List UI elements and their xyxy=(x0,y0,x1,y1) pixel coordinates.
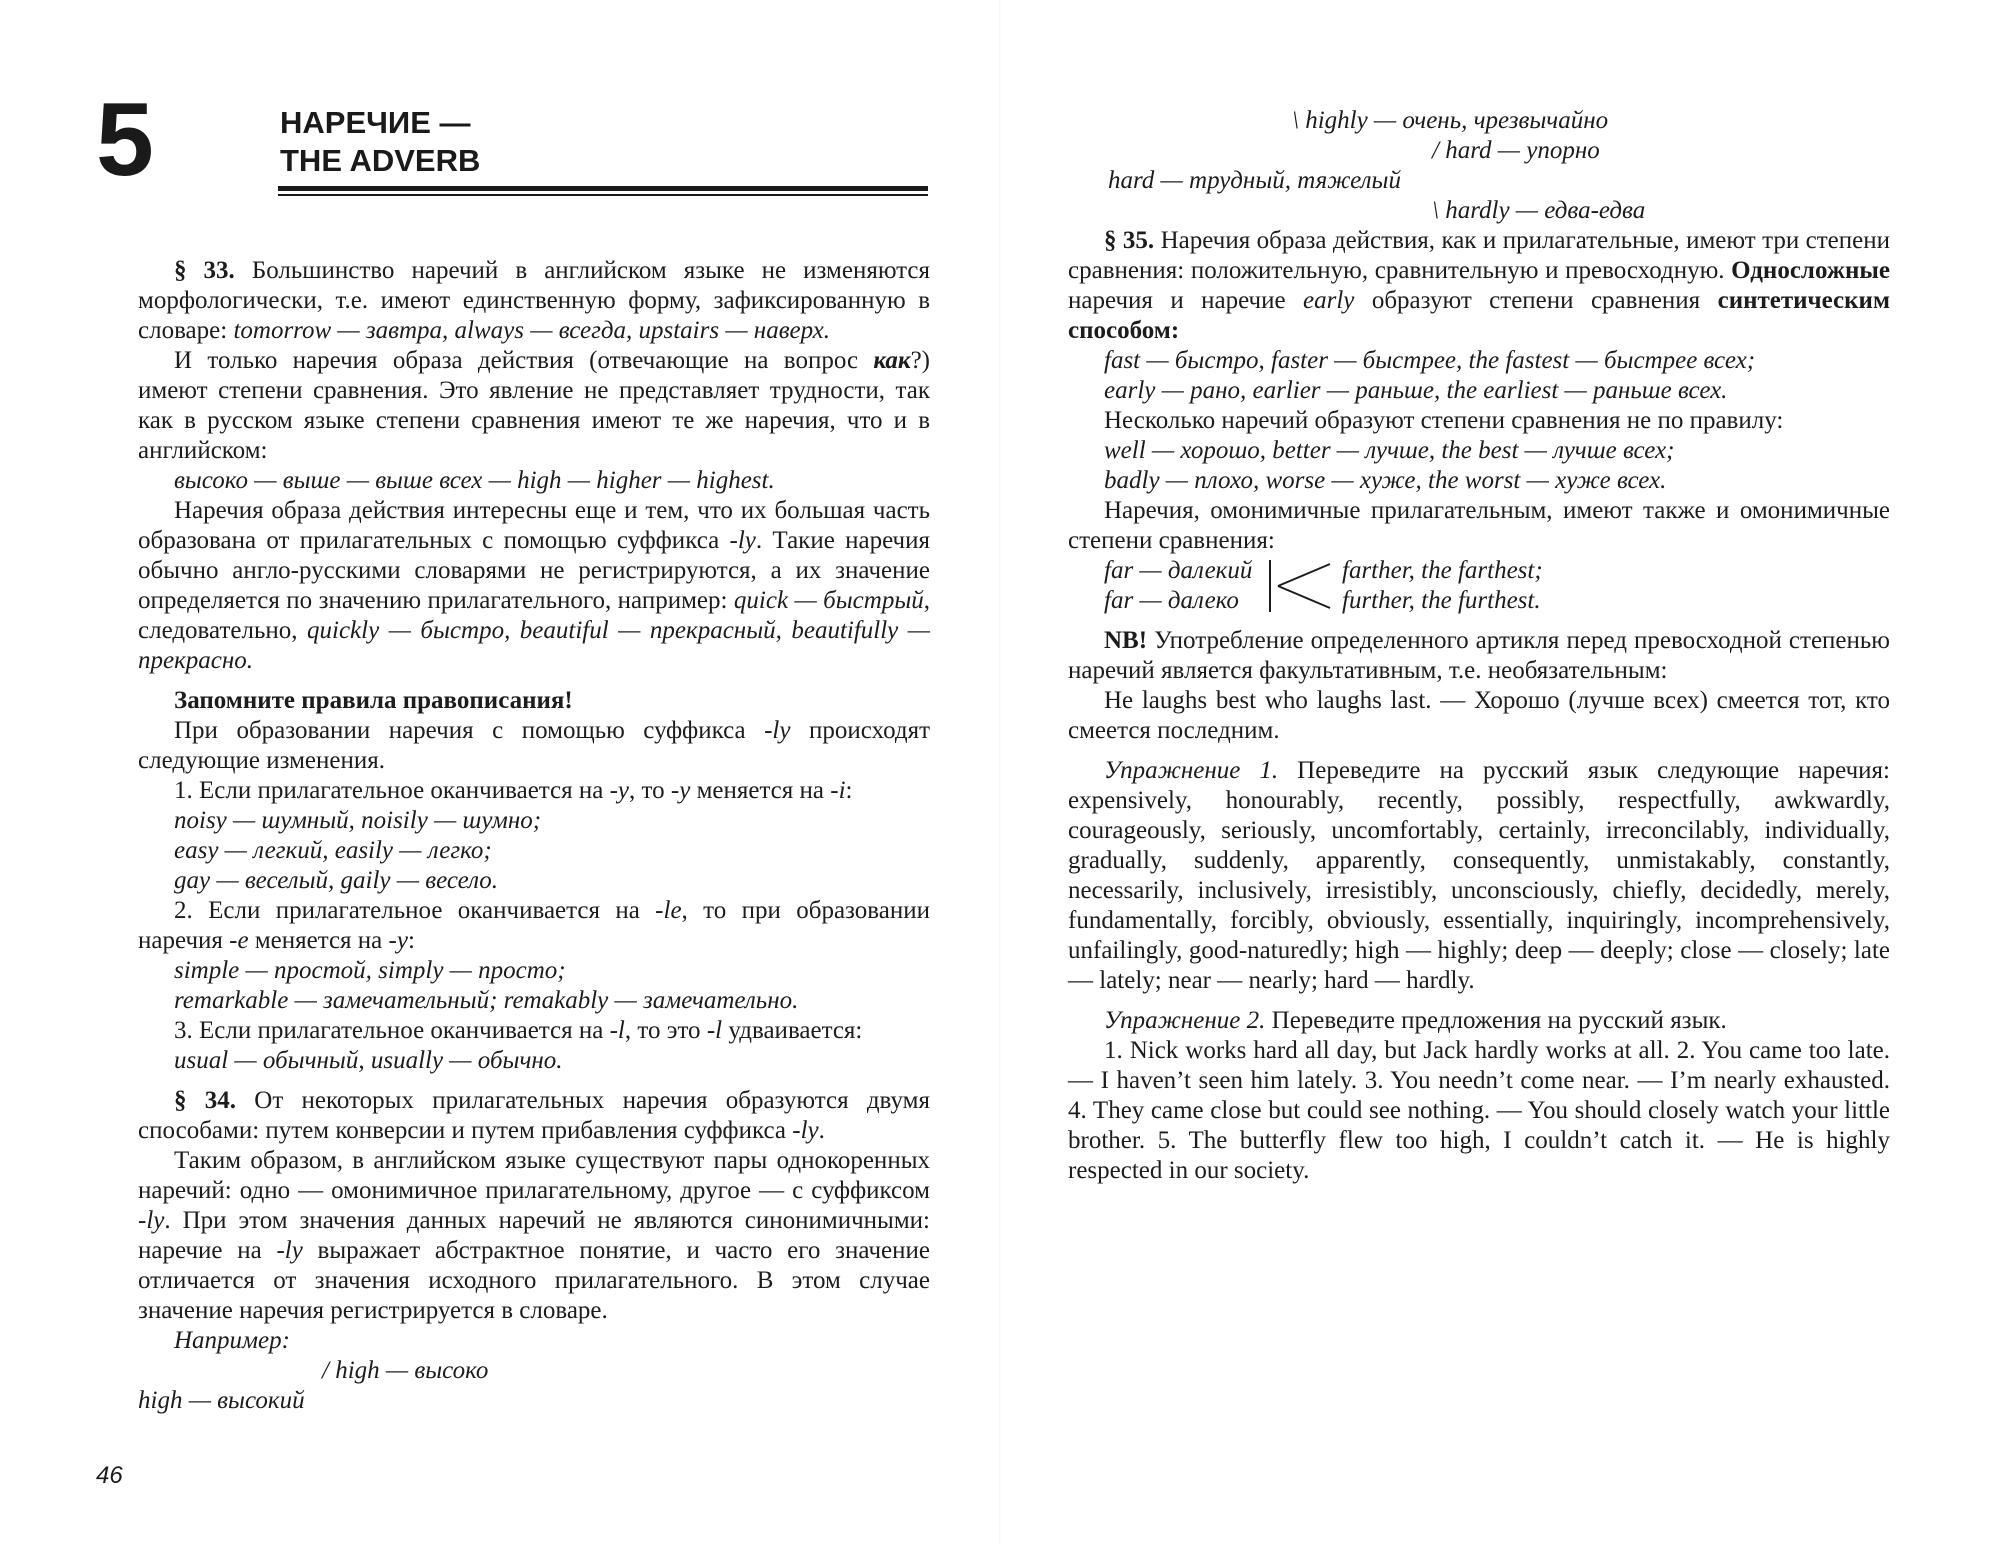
irregular-note xyxy=(1068,406,1890,436)
rule-1-example-2-text: easy — легкий, easily — легко; xyxy=(174,837,492,864)
section-34-number: § 34. xyxy=(174,1087,237,1114)
example-well-text: well — хорошо, better — лучше, the best — лучше всех; xyxy=(1104,437,1675,464)
example-quick: quick — быстрый xyxy=(733,587,924,614)
nb-label: NB! xyxy=(1104,627,1148,654)
chapter-number: 5 xyxy=(96,82,152,198)
example-fast xyxy=(1068,346,1890,376)
hard-base-row xyxy=(1068,166,1890,196)
exercise-1-words: expensively, honourably, recently, possibly, respectfully, awkwardly, courageously, seriously, uncomfortably, certainly, irreconcilably, individually, gradually, suddenly, apparently, consequently, unmistakably, constantly, necessarily, inclusively, irresistibly, unconsciously, chiefly, decidedly, merely, fundamentally, forcibly, obviously, essentially, inquiringly, incomprehensively, unfailingly, good-naturedly; high — highly; deep — deeply; close — closely; late — lately; near — nearly; hard — hardly. xyxy=(1068,787,1890,994)
rule-3-example-text: usual — обычный, usually — обычно. xyxy=(174,1047,563,1074)
section-34-a: От некоторых прилагательных наречия образуются двумя способами: путем конверсии и путем прибавления суффикса xyxy=(138,1087,930,1144)
exercise-2 xyxy=(1068,1006,1890,1036)
rule-1-i: -i xyxy=(830,777,846,804)
rule-2-y: -y xyxy=(388,927,408,954)
section-35-a: Наречия образа действия, как и прилагательные, имеют три степени сравнения: положительную, сравнительную и превосходную. xyxy=(1068,227,1890,284)
rule-2-example-1-text: simple — простой, simply — просто; xyxy=(174,957,566,984)
page-number: 46 xyxy=(96,1462,123,1489)
section-35-b: наречия и наречие xyxy=(1068,287,1304,314)
exercise-2-text: 1. Nick works hard all day, but Jack hardly works at all. 2. You came too late. — I haven’t seen him lately. 3. You needn’t come near. — I’m nearly exhausted. 4. They came close but could see nothing. — You should closely watch your little brother. 5. The butterfly flew too high, I couldn’t catch it. — He is highly respected in our society. xyxy=(1068,1037,1890,1184)
section-35-synth: синтетическим способом: xyxy=(1068,287,1890,344)
rule-2 xyxy=(138,896,930,956)
right-column xyxy=(1068,106,1890,1186)
paragraph-pairs-ly2: -ly xyxy=(276,1237,303,1264)
suffix-ly-2: -ly xyxy=(764,717,791,744)
proverb-text: He laughs best who laughs last. — Хорошо (лучше всех) смеется тот, кто смеется последним. xyxy=(1068,687,1890,744)
chapter-rule-thin xyxy=(278,194,928,196)
rule-1-example-1 xyxy=(138,806,930,836)
section-35-mono: Односложные xyxy=(1731,257,1890,284)
branch-arrow-icon xyxy=(1264,558,1336,614)
hard-up-text: / hard — упорно xyxy=(1432,137,1600,164)
paragraph-degrees-a: И только наречия образа действия (отвечающие на вопрос xyxy=(174,347,874,374)
right-page xyxy=(1000,0,2000,1545)
chapter-rule-thick xyxy=(278,186,928,191)
rule-2-d: : xyxy=(407,927,415,954)
nb-text: Употребление определенного артикля перед превосходной степенью наречий является факультативным, т.е. необязательным: xyxy=(1068,627,1890,684)
high-base-row xyxy=(138,1386,930,1416)
exercise-1-task: Переведите на русский язык следующие наречия: xyxy=(1278,757,1890,784)
paragraph-pairs-c: выражает абстрактное понятие, и часто его значение отличается от значения исходного прилагательного. В этом случае значение наречия регистрируется в словаре. xyxy=(138,1237,930,1324)
rule-1-b: , то xyxy=(629,777,671,804)
rule-1-example-2 xyxy=(138,836,930,866)
for-example-text: Например: xyxy=(174,1327,290,1354)
paragraph-changes-b: происходят следующие изменения. xyxy=(138,717,930,774)
rule-1-a: 1. Если прилагательное оканчивается на xyxy=(174,777,610,804)
paragraph-pairs-a: Таким образом, в английском языке существуют пары однокоренных наречий: одно — омонимичное прилагательному, другое — с суффиксом xyxy=(138,1147,930,1204)
hard-up-row xyxy=(1068,136,1890,166)
chapter-title-en: THE ADVERB xyxy=(280,143,481,178)
example-badly xyxy=(1068,466,1890,496)
paragraph-changes-a: При образовании наречия с помощью суффикса xyxy=(174,717,765,744)
hard-base-text: hard — трудный, тяжелый xyxy=(1108,167,1401,194)
far-diagram xyxy=(1104,556,1890,616)
rule-1-example-3-text: gay — веселый, gaily — весело. xyxy=(174,867,499,894)
rule-1-y2: -y xyxy=(670,777,691,804)
kak-word: как xyxy=(873,347,911,374)
example-high xyxy=(138,466,930,496)
paragraph-suffix-b: . Такие наречия обычно англо-русскими словарями не регистрируются, а их значение определяется по значению прилагательного, например: xyxy=(138,527,930,614)
farther-forms: farther, the farthest; xyxy=(1342,557,1543,584)
example-well xyxy=(1068,436,1890,466)
example-badly-text: badly — плохо, worse — хуже, the worst — хуже всех. xyxy=(1104,467,1667,494)
rule-3-l2: -l xyxy=(706,1017,723,1044)
section-35-number: § 35. xyxy=(1104,227,1155,254)
far-adverb: far — далеко xyxy=(1104,587,1239,614)
rule-3-c: удваивается: xyxy=(722,1017,863,1044)
section-33-text: Большинство наречий в английском языке не изменяются морфологически, т.е. имеют единственную форму, зафиксированную в словаре: xyxy=(138,257,931,344)
rule-1-d: : xyxy=(845,777,853,804)
example-high-text: высоко — выше — выше всех — high — higher — highest. xyxy=(174,467,775,494)
rule-1-y: -y xyxy=(609,777,630,804)
paragraph-pairs-b: . При этом значения данных наречий не являются синонимичными: наречие на xyxy=(138,1207,930,1264)
homonym-note xyxy=(1068,496,1890,556)
nb-note xyxy=(1068,626,1890,686)
section-33-example: tomorrow — завтра, always — всегда, upstairs — наверх. xyxy=(233,317,830,344)
section-35-c: образуют степени сравнения xyxy=(1354,287,1718,314)
rule-2-example-2-text: remarkable — замечательный; remakably — замечательно. xyxy=(174,987,799,1014)
rule-3-a: 3. Если прилагательное оканчивается на xyxy=(174,1017,610,1044)
remember-heading-text: Запомните правила правописания! xyxy=(174,687,573,714)
exercise-1-label: Упражнение 1. xyxy=(1104,757,1279,784)
section-33-number: § 33. xyxy=(174,257,235,284)
chapter-title-ru: НАРЕЧИЕ — xyxy=(280,105,471,140)
far-adjective: far — далекий xyxy=(1104,557,1253,584)
paragraph-pairs xyxy=(138,1146,930,1326)
rule-2-e: -e xyxy=(229,927,249,954)
rule-3 xyxy=(138,1016,930,1046)
exercise-2-task: Переведите предложения на русский язык. xyxy=(1265,1007,1727,1034)
exercise-2-label: Упражнение 2. xyxy=(1104,1007,1266,1034)
section-34 xyxy=(138,1086,930,1146)
further-forms: further, the furthest. xyxy=(1342,587,1541,614)
example-early-text: early — рано, earlier — раньше, the earliest — раньше всех. xyxy=(1104,377,1728,404)
rule-3-l: -l xyxy=(609,1017,625,1044)
paragraph-pairs-ly: -ly xyxy=(138,1207,165,1234)
exercise-2-sentences xyxy=(1068,1036,1890,1186)
rule-1-c: меняется на xyxy=(690,777,831,804)
chapter-title xyxy=(280,104,480,180)
rule-2-a: 2. Если прилагательное оканчивается на xyxy=(174,897,656,924)
rule-1-example-3 xyxy=(138,866,930,896)
paragraph-degrees xyxy=(138,346,930,466)
section-33 xyxy=(138,256,930,346)
suffix-ly: -ly xyxy=(729,527,756,554)
rule-1 xyxy=(138,776,930,806)
section-35-early: early xyxy=(1303,287,1355,314)
homonym-note-text: Наречия, омонимичные прилагательным, имеют также и омонимичные степени сравнения: xyxy=(1068,497,1890,554)
example-quickly: quickly — быстро, beautiful — прекрасный, beautifully — прекрасно. xyxy=(138,617,931,674)
paragraph-changes xyxy=(138,716,930,776)
high-base-text: high — высокий xyxy=(138,1387,305,1414)
high-up-text: / high — высоко xyxy=(322,1357,489,1384)
remember-heading xyxy=(138,686,930,716)
rule-2-example-2 xyxy=(138,986,930,1016)
example-early xyxy=(1068,376,1890,406)
proverb xyxy=(1068,686,1890,746)
rule-2-le: -le xyxy=(655,897,682,924)
hardly-text: \ hardly — едва-едва xyxy=(1432,197,1646,224)
rule-1-example-1-text: noisy — шумный, noisily — шумно; xyxy=(174,807,542,834)
left-column xyxy=(138,256,930,1416)
for-example xyxy=(138,1326,930,1356)
section-34-ly: -ly xyxy=(792,1117,819,1144)
paragraph-suffix-c: , следовательно, xyxy=(138,587,931,644)
rule-3-example xyxy=(138,1046,930,1076)
rule-2-b: , то при образовании наречия xyxy=(138,897,930,954)
section-34-b: . xyxy=(818,1117,825,1144)
hardly-row xyxy=(1068,196,1890,226)
irregular-note-text: Несколько наречий образуют степени сравнения не по правилу: xyxy=(1104,407,1784,434)
rule-3-b: , то это xyxy=(624,1017,707,1044)
rule-2-c: меняется на xyxy=(248,927,389,954)
rule-2-example-1 xyxy=(138,956,930,986)
highly-text: \ highly — очень, чрезвычайно xyxy=(1292,107,1609,134)
paragraph-degrees-b: ?) имеют степени сравнения. Это явление не представляет трудности, так как в русском языке степени сравнения имеют те же наречия, что и в английском: xyxy=(138,347,930,464)
high-up-row xyxy=(138,1356,930,1386)
paragraph-suffix-a: Наречия образа действия интересны еще и тем, что их большая часть образована от прилагательных с помощью суффикса xyxy=(138,497,930,554)
section-35 xyxy=(1068,226,1890,346)
paragraph-suffix xyxy=(138,496,930,676)
example-fast-text: fast — быстро, faster — быстрее, the fastest — быстрее всех; xyxy=(1104,347,1756,374)
highly-row xyxy=(1068,106,1890,136)
exercise-1 xyxy=(1068,756,1890,996)
